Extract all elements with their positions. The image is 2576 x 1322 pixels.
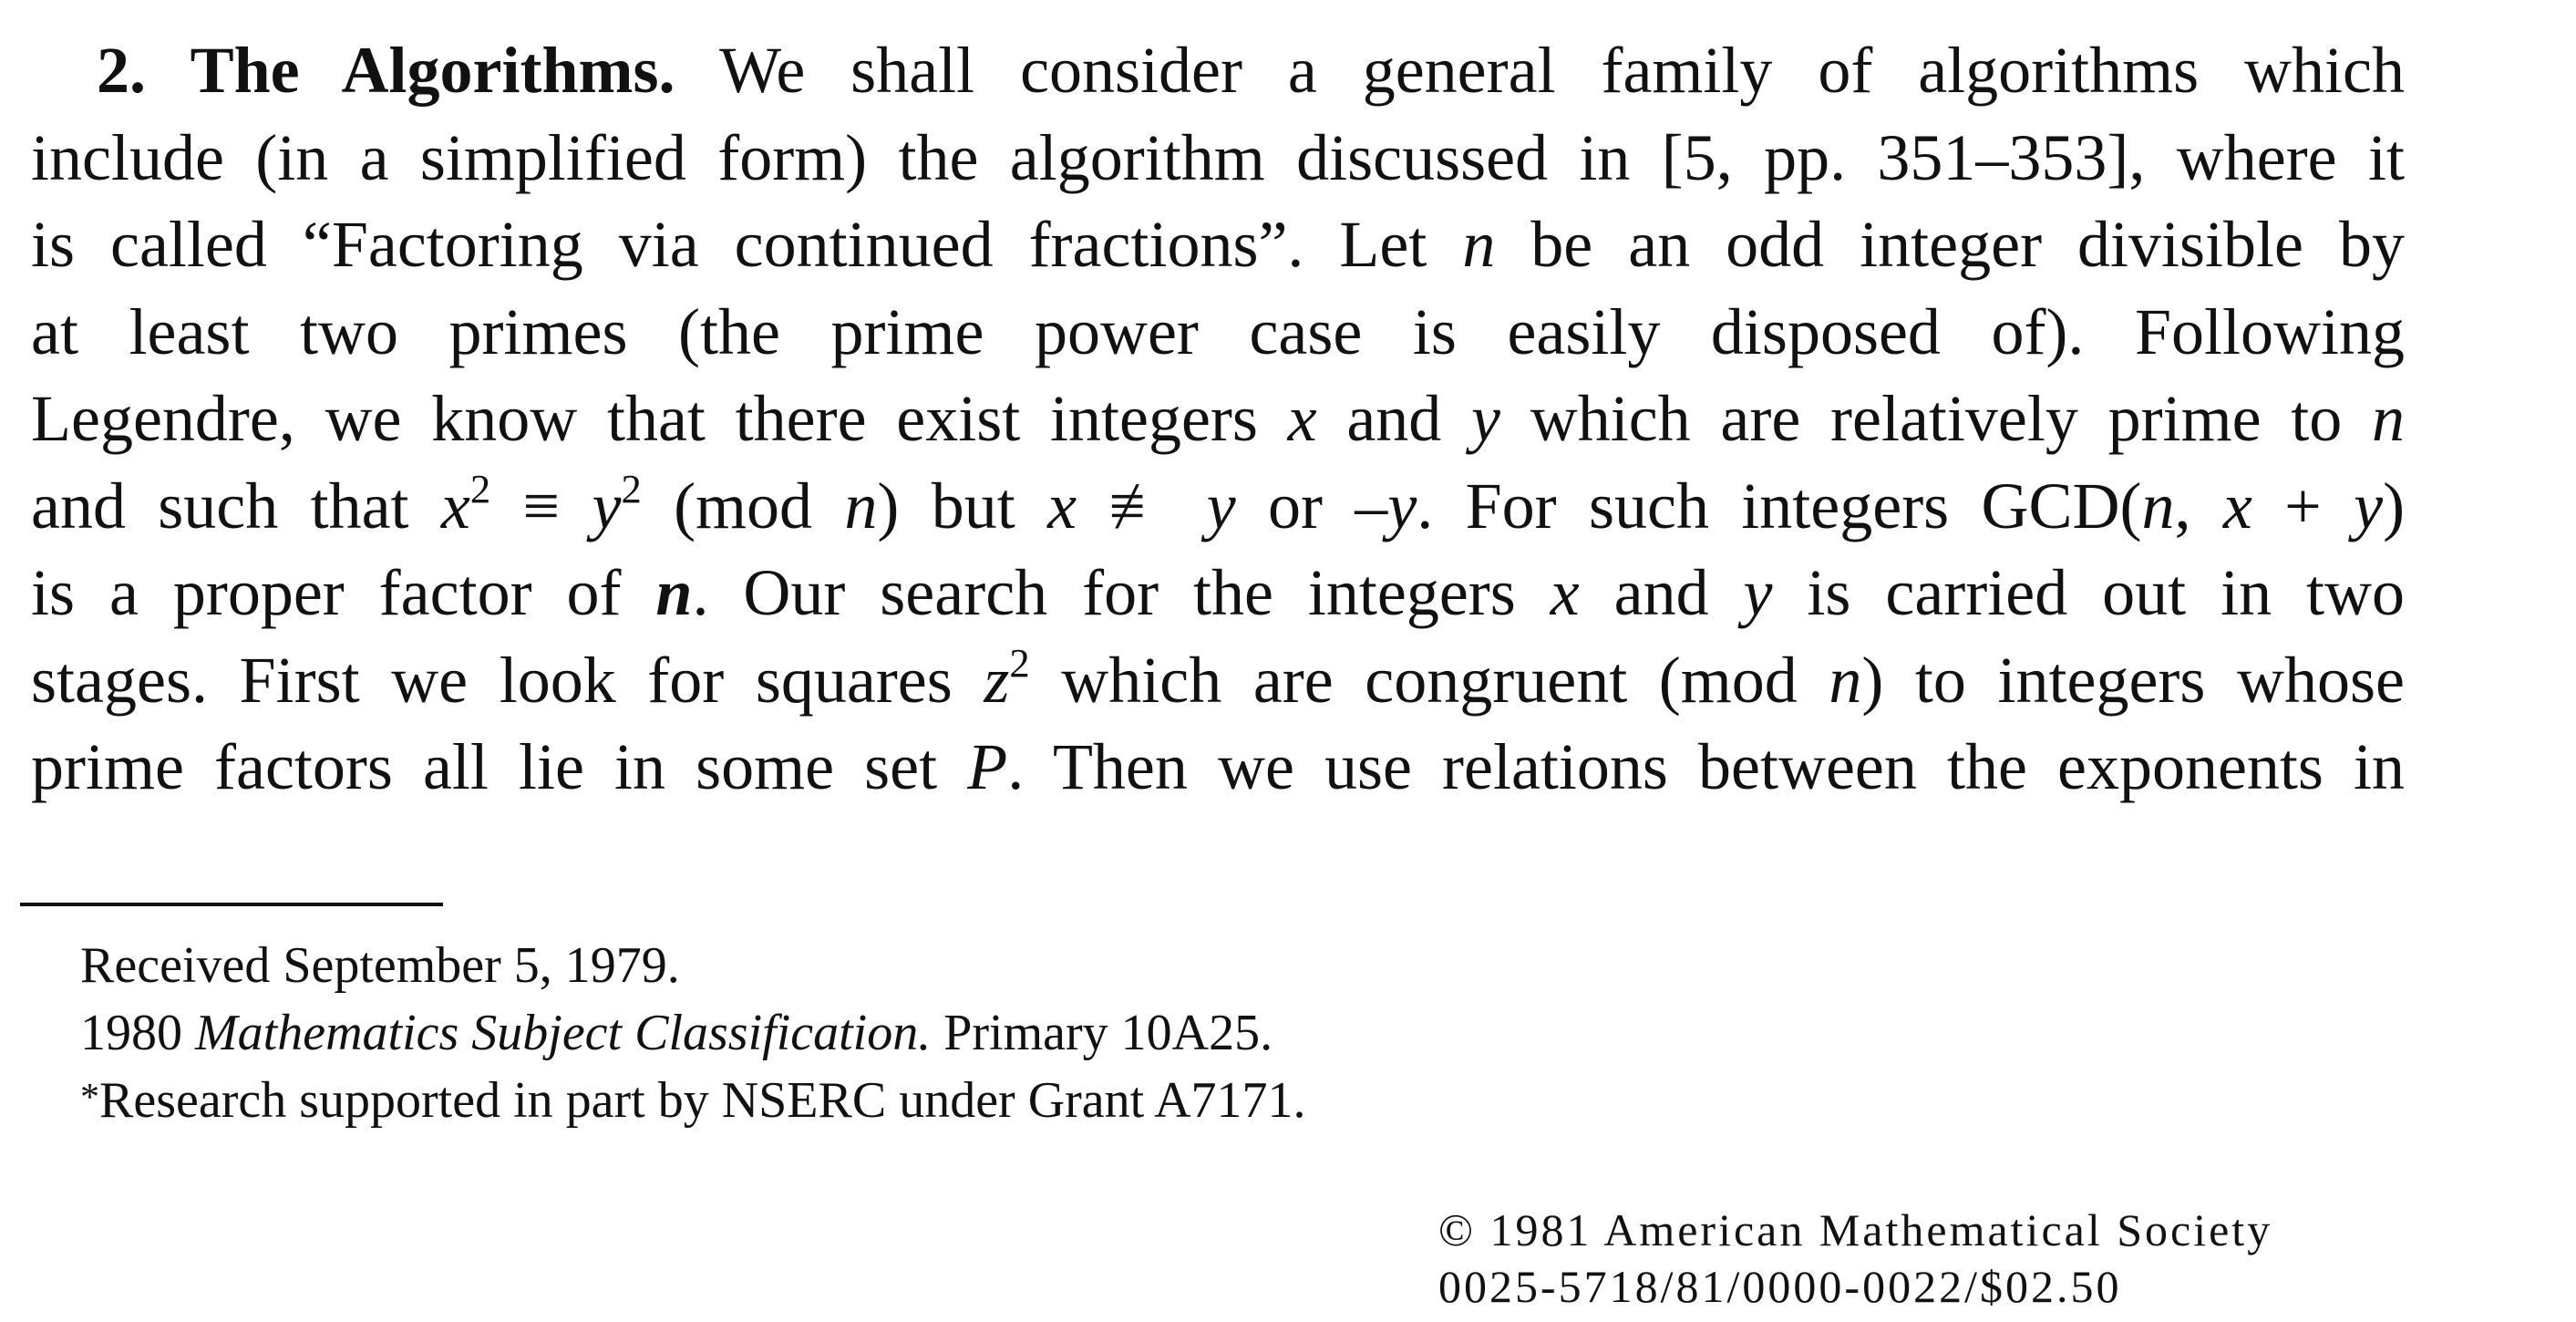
text-segment: be an odd integer divisible by: [1495, 208, 2405, 281]
text-segment: 2: [1009, 640, 1030, 687]
body-line-6: [31, 463, 2405, 551]
text-segment: n: [1462, 208, 1496, 281]
text-segment: y: [1471, 382, 1500, 455]
body-line-2: [31, 115, 2405, 202]
text-segment: Legendre, we know that there exist integers: [31, 382, 1288, 455]
copyright-block: [1438, 1202, 2272, 1315]
text-segment: n: [844, 469, 878, 542]
text-segment: P: [967, 730, 1008, 803]
footnote-classification: 1980 Mathematics Subject Classification. Primary 10A25.: [80, 1005, 1273, 1061]
text-segment: ≡: [490, 469, 592, 542]
text-segment: which are relatively prime to: [1499, 382, 2372, 455]
text-segment: ) to integers whose: [1861, 643, 2405, 717]
copyright-line: © 1981 American Mathematical Society: [1438, 1204, 2273, 1255]
text-segment: prime factors all lie in some set: [31, 730, 968, 803]
text-segment: +: [2251, 469, 2354, 542]
body-line-4: [31, 289, 2405, 377]
footnote-received: Received September 5, 1979.: [80, 937, 680, 994]
text-segment: ) but: [877, 469, 1048, 542]
text-segment: . Then we use relations between the exponents in: [1007, 730, 2405, 803]
footnote-research: *Research supported in part by NSERC under Grant A7171.: [80, 1072, 1306, 1129]
text-segment: x: [2222, 469, 2252, 542]
text-segment: 2: [621, 466, 642, 512]
section-heading: 2. The Algorithms.: [97, 34, 675, 107]
footnotes: [80, 932, 1306, 1139]
text-segment: . Our search for the integers: [692, 556, 1551, 629]
text-segment: 2: [469, 466, 491, 512]
text-segment: We shall consider a general family of algorithms which: [719, 34, 2406, 107]
body-line-8: [31, 637, 2405, 725]
text-segment: is carried out in two: [1772, 556, 2406, 629]
text-segment: ≢: [1077, 469, 1207, 542]
text-segment: which are congruent (mod: [1029, 643, 1829, 717]
body-line-7: [31, 550, 2405, 637]
body-line-5: [31, 376, 2405, 463]
text-segment: n: [655, 556, 693, 629]
text-segment: is called “Factoring via continued fractions”. Let: [31, 208, 1463, 281]
text-segment: is a proper factor of: [31, 556, 656, 629]
body-line-3: [31, 201, 2405, 289]
text-segment: y: [1206, 469, 1236, 542]
footnote-asterisk: *: [80, 1076, 99, 1119]
text-segment: at least two primes (the prime power case is easily disposed of). Following: [31, 294, 2405, 368]
section-body: [31, 27, 2405, 811]
text-segment: x: [1047, 469, 1077, 542]
text-segment: and: [1316, 382, 1472, 455]
classification-title: Mathematics Subject Classification.: [195, 1005, 932, 1061]
footnote-divider: [20, 903, 443, 906]
text-segment: n: [2141, 469, 2175, 542]
text-segment: y: [1387, 469, 1417, 542]
text-segment: stages. First we look for squares: [31, 643, 984, 717]
text-segment: n: [1829, 643, 1862, 717]
text-segment: ): [2383, 469, 2406, 542]
text-segment: y: [1743, 556, 1773, 629]
text-segment: or –: [1235, 469, 1388, 542]
text-segment: x: [440, 469, 470, 542]
text-segment: x: [1287, 382, 1317, 455]
text-segment: n: [2372, 382, 2405, 455]
body-line-1-text: [719, 34, 2405, 107]
text-segment: and: [1579, 556, 1744, 629]
journal-code-line: 0025-5718/81/0000-0022/$02.50: [1438, 1261, 2122, 1312]
text-segment: y: [2354, 469, 2384, 542]
text-segment: and such that: [31, 469, 441, 542]
text-segment: (mod: [641, 469, 845, 542]
text-segment: y: [592, 469, 622, 542]
body-line-1: [31, 27, 2405, 115]
text-segment: z: [984, 643, 1010, 717]
body-line-9: [31, 724, 2405, 811]
text-segment: ,: [2174, 469, 2223, 542]
text-segment: include (in a simplified form) the algorithm discussed in [5, pp. 351–353], where it: [31, 120, 2405, 194]
text-segment: . For such integers GCD(: [1417, 469, 2142, 542]
text-segment: x: [1550, 556, 1580, 629]
